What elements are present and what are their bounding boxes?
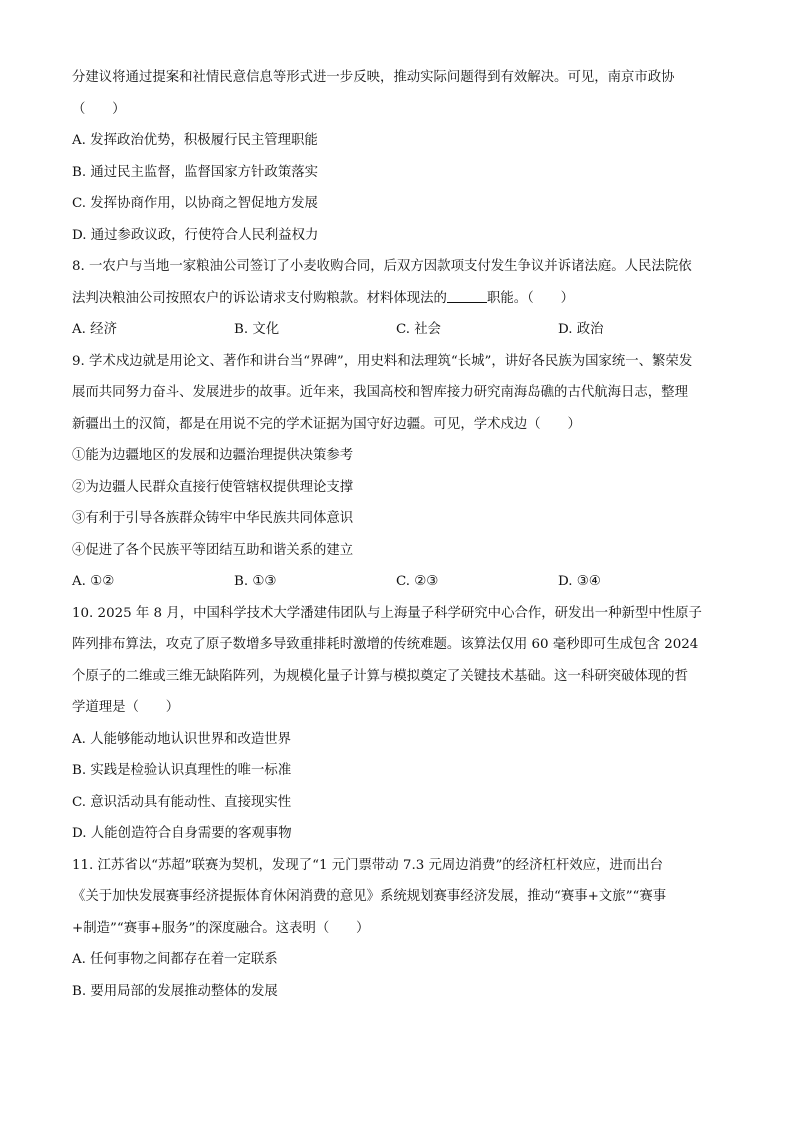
question-8-stem-line: 8. 一农户与当地一家粮油公司签订了小麦收购合同，后双方因款项支付发生争议并诉诸法庭。人民法院依 bbox=[72, 259, 692, 274]
question-7-stem-line: 分建议将通过提案和社情民意信息等形式进一步反映，推动实际问题得到有效解决。可见，南京市政协 bbox=[72, 70, 675, 85]
question-11 bbox=[72, 850, 722, 1008]
question-8-option-a: A. 经济 bbox=[72, 322, 117, 337]
question-10-stem-line: 10. 2025 年 8 月，中国科学技术大学潘建伟团队与上海量子科学研究中心合作，研发出一种新型中性原子 bbox=[72, 605, 702, 621]
question-9-option-b: B. ①③ bbox=[234, 574, 277, 589]
question-11-stem-line: 《关于加快发展赛事经济提振体育休闲消费的意见》系统规划赛事经济发展，推动“赛事+文旅”“赛事 bbox=[72, 889, 667, 904]
question-11-stem-line: 11. 江苏省以“苏超”联赛为契机，发现了“1 元门票带动 7.3 元周边消费”的经济杠杆效应，进而出台 bbox=[72, 857, 663, 873]
question-9-statement-3: ③有利于引导各族群众铸牢中华民族共同体意识 bbox=[72, 511, 354, 526]
question-8-option-b: B. 文化 bbox=[234, 322, 280, 337]
question-9-stem-line: 新疆出土的汉简，都是在用说不完的学术证据为国守好边疆。可见，学术戍边（ ） bbox=[72, 416, 581, 432]
question-10-option-b: B. 实践是检验认识真理性的唯一标准 bbox=[72, 763, 292, 778]
exam-page bbox=[72, 62, 722, 1007]
question-7 bbox=[72, 62, 722, 251]
question-8-option-d: D. 政治 bbox=[558, 322, 604, 337]
question-9-options bbox=[72, 566, 722, 598]
question-7-option-d: D. 通过参政议政，行使符合人民利益权力 bbox=[72, 227, 319, 243]
question-10-stem-line: 学道理是（ ） bbox=[72, 700, 180, 715]
question-7-option-b: B. 通过民主监督，监督国家方针政策落实 bbox=[72, 164, 318, 180]
question-11-option-a: A. 任何事物之间都存在着一定联系 bbox=[72, 952, 278, 967]
question-7-option-a: A. 发挥政治优势，积极履行民主管理职能 bbox=[72, 133, 318, 148]
question-8-options bbox=[72, 314, 722, 346]
question-7-answer-bracket: （ ） bbox=[72, 101, 126, 117]
question-10-stem-line: 阵列排布算法，攻克了原子数增多导致重排耗时激增的传统难题。该算法仅用 60 毫秒即可生成包含 2024 bbox=[72, 637, 699, 652]
fill-in-blank bbox=[447, 288, 487, 303]
question-10 bbox=[72, 598, 722, 850]
question-9-stem-line: 展而共同努力奋斗、发展进步的故事。近年来，我国高校和智库接力研究南海岛礁的古代航海日志，整理 bbox=[72, 385, 688, 400]
question-9-statement-4: ④促进了各个民族平等团结互助和谐关系的建立 bbox=[72, 542, 354, 558]
question-7-option-c: C. 发挥协商作用，以协商之智促地方发展 bbox=[72, 196, 318, 211]
question-10-option-a: A. 人能够能动地认识世界和改造世界 bbox=[72, 731, 292, 747]
question-8 bbox=[72, 251, 722, 346]
question-8-option-c: C. 社会 bbox=[396, 322, 442, 337]
question-11-option-b: B. 要用局部的发展推动整体的发展 bbox=[72, 983, 278, 999]
question-8-stem-text: 法判决粮油公司按照农户的诉讼请求支付购粮款。材料体现法的 bbox=[72, 290, 447, 306]
question-8-stem-text: 职能。（ ） bbox=[486, 290, 574, 306]
question-9-option-a: A. ①② bbox=[72, 574, 115, 589]
question-9-stem-line: 9. 学术戍边就是用论文、著作和讲台当“界碑”，用史料和法理筑“长城”，讲好各民族为国家统一、繁荣发 bbox=[72, 353, 693, 369]
question-9 bbox=[72, 346, 722, 598]
question-9-option-c: C. ②③ bbox=[396, 574, 439, 589]
question-8-stem-line bbox=[72, 283, 722, 315]
question-10-option-d: D. 人能创造符合自身需要的客观事物 bbox=[72, 826, 292, 841]
question-9-statement-2: ②为边疆人民群众直接行使管辖权提供理论支撑 bbox=[72, 479, 354, 495]
question-11-stem-line: +制造”“赛事+服务”的深度融合。这表明（ ） bbox=[72, 920, 370, 936]
question-10-stem-line: 个原子的二维或三维无缺陷阵列，为规模化量子计算与模拟奠定了关键技术基础。这一科研突破体现的哲 bbox=[72, 668, 688, 684]
question-9-option-d: D. ③④ bbox=[558, 574, 601, 589]
question-10-option-c: C. 意识活动具有能动性、直接现实性 bbox=[72, 794, 292, 810]
question-9-statement-1: ①能为边疆地区的发展和边疆治理提供决策参考 bbox=[72, 448, 354, 463]
